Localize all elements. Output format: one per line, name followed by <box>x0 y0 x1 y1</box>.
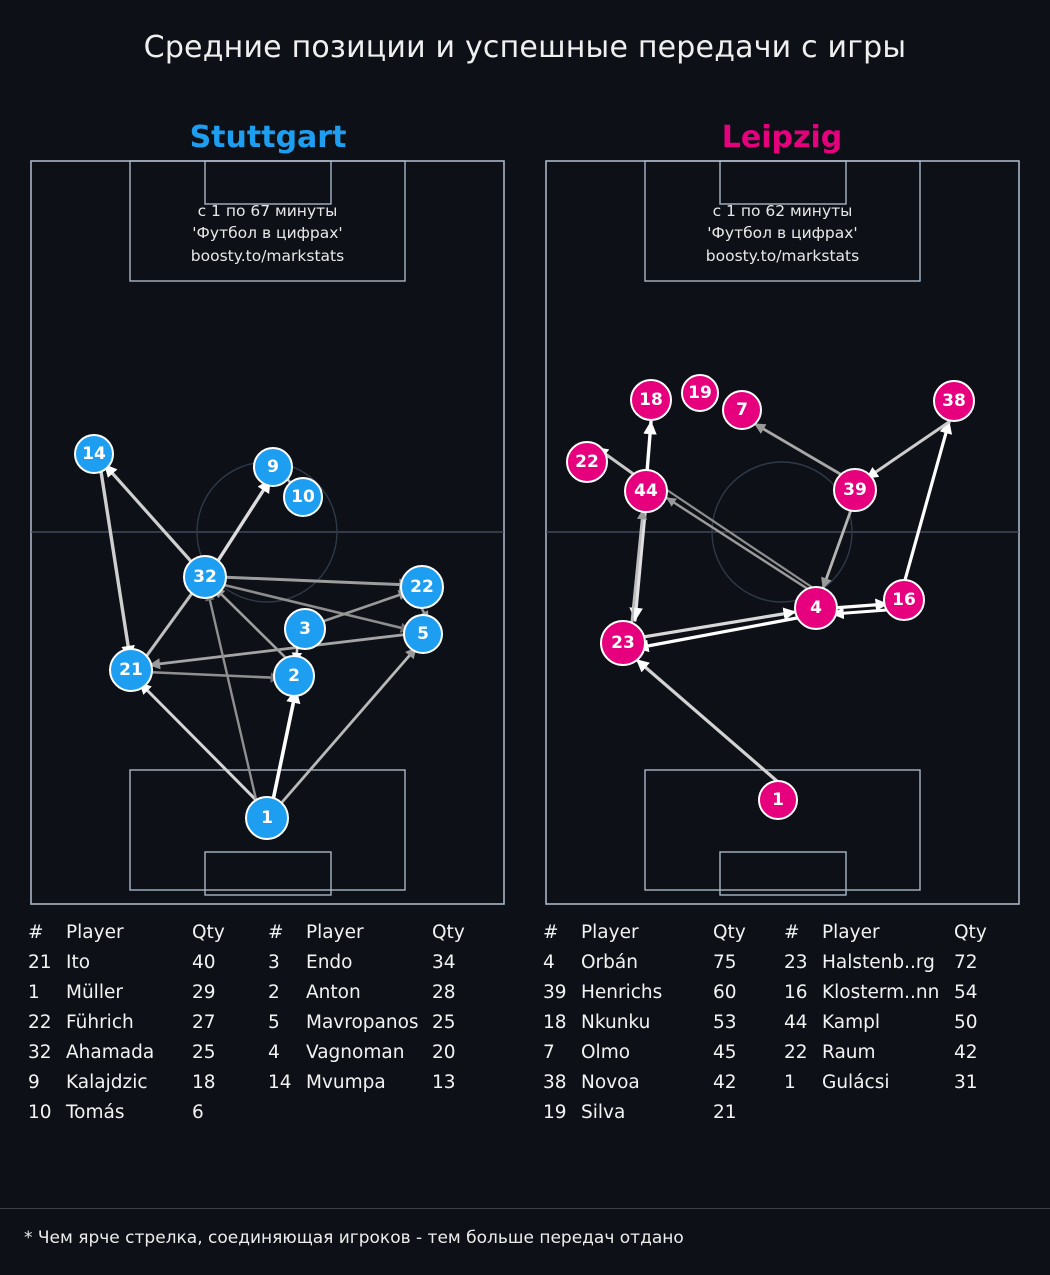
cell-num: 21 <box>28 952 52 973</box>
team-name-home: Stuttgart <box>189 120 347 155</box>
pitch-away-note <box>545 200 1020 267</box>
table-row <box>28 1008 248 1038</box>
cell-num: 9 <box>28 1072 40 1093</box>
cell-qty: 72 <box>954 952 978 973</box>
table-row <box>543 1068 769 1098</box>
header-qty: Qty <box>954 922 987 943</box>
player-node[interactable]: 44 <box>624 469 668 513</box>
cell-qty: 29 <box>192 982 216 1003</box>
player-node[interactable]: 32 <box>183 555 227 599</box>
cell-num: 19 <box>543 1102 567 1123</box>
cell-qty: 75 <box>713 952 737 973</box>
footer-divider <box>0 1208 1050 1209</box>
cell-num: 38 <box>543 1072 567 1093</box>
cell-player: Endo <box>306 952 353 973</box>
cell-qty: 60 <box>713 982 737 1003</box>
cell-player: Kalajdzic <box>66 1072 148 1093</box>
player-node[interactable]: 21 <box>109 648 153 692</box>
player-node[interactable]: 23 <box>600 620 646 666</box>
cell-num: 3 <box>268 952 280 973</box>
cell-player: Raum <box>822 1042 876 1063</box>
table-row <box>784 978 1010 1008</box>
pitch-home-note <box>30 200 505 267</box>
cell-qty: 54 <box>954 982 978 1003</box>
cell-player: Henrichs <box>581 982 663 1003</box>
table-row <box>28 978 248 1008</box>
player-node[interactable]: 19 <box>681 374 719 412</box>
pitch-home-svg <box>30 160 505 905</box>
table-row <box>543 1098 769 1128</box>
table-row <box>784 1068 1010 1098</box>
cell-player: Nkunku <box>581 1012 651 1033</box>
note-line-2: 'Футбол в цифрах' <box>707 224 858 243</box>
cell-qty: 21 <box>713 1102 737 1123</box>
table-row <box>28 1098 248 1128</box>
cell-qty: 25 <box>192 1042 216 1063</box>
cell-qty: 13 <box>432 1072 456 1093</box>
cell-player: Ito <box>66 952 91 973</box>
header-num: # <box>268 922 284 943</box>
cell-num: 2 <box>268 982 280 1003</box>
table-header-row <box>784 918 1010 948</box>
table-row <box>28 1068 248 1098</box>
cell-player: Olmo <box>581 1042 631 1063</box>
cell-num: 16 <box>784 982 808 1003</box>
footnote: * Чем ярче стрелка, соединяющая игроков - тем больше передач отдано <box>24 1228 684 1248</box>
player-node[interactable]: 38 <box>933 380 975 422</box>
cell-player: Vagnoman <box>306 1042 405 1063</box>
cell-num: 1 <box>784 1072 796 1093</box>
table-row <box>543 1038 769 1068</box>
pitch-away <box>545 160 1020 905</box>
table-header-row <box>268 918 488 948</box>
cell-qty: 28 <box>432 982 456 1003</box>
player-node[interactable]: 18 <box>630 379 672 421</box>
cell-num: 7 <box>543 1042 555 1063</box>
player-node[interactable]: 1 <box>245 796 289 840</box>
player-node[interactable]: 4 <box>794 586 838 630</box>
header-player: Player <box>581 922 639 943</box>
table-row <box>543 948 769 978</box>
player-node[interactable]: 16 <box>883 579 925 621</box>
header-num: # <box>28 922 44 943</box>
cell-num: 22 <box>28 1012 52 1033</box>
cell-player: Mvumpa <box>306 1072 386 1093</box>
cell-player: Orbán <box>581 952 638 973</box>
cell-qty: 25 <box>432 1012 456 1033</box>
team-name-away: Leipzig <box>721 120 843 155</box>
cell-num: 32 <box>28 1042 52 1063</box>
player-node[interactable]: 3 <box>284 608 326 650</box>
table-row <box>268 978 488 1008</box>
note-line-3: boosty.to/markstats <box>190 246 345 265</box>
cell-player: Tomás <box>66 1102 125 1123</box>
header-player: Player <box>822 922 880 943</box>
header-qty: Qty <box>713 922 746 943</box>
header-qty: Qty <box>432 922 465 943</box>
player-node[interactable]: 10 <box>283 477 323 517</box>
cell-qty: 6 <box>192 1102 204 1123</box>
header-player: Player <box>66 922 124 943</box>
cell-num: 1 <box>28 982 40 1003</box>
table-row <box>543 1008 769 1038</box>
cell-qty: 45 <box>713 1042 737 1063</box>
cell-qty: 53 <box>713 1012 737 1033</box>
table-row <box>784 948 1010 978</box>
table-stuttgart-1 <box>28 918 248 1128</box>
cell-num: 22 <box>784 1042 808 1063</box>
cell-qty: 42 <box>954 1042 978 1063</box>
table-leipzig-1 <box>543 918 769 1128</box>
cell-player: Klosterm..nn <box>822 982 940 1003</box>
cell-player: Novoa <box>581 1072 640 1093</box>
cell-num: 39 <box>543 982 567 1003</box>
cell-num: 5 <box>268 1012 280 1033</box>
note-line-1: с 1 по 67 минуты <box>197 202 338 220</box>
cell-player: Führich <box>66 1012 134 1033</box>
cell-qty: 18 <box>192 1072 216 1093</box>
player-node[interactable]: 5 <box>403 614 443 654</box>
cell-player: Silva <box>581 1102 626 1123</box>
cell-player: Gulácsi <box>822 1072 890 1093</box>
cell-qty: 20 <box>432 1042 456 1063</box>
player-node[interactable]: 22 <box>566 441 608 483</box>
table-row <box>268 1008 488 1038</box>
cell-qty: 42 <box>713 1072 737 1093</box>
cell-player: Halstenb..rg <box>822 952 935 973</box>
cell-qty: 50 <box>954 1012 978 1033</box>
table-row <box>543 978 769 1008</box>
cell-num: 18 <box>543 1012 567 1033</box>
note-line-1: с 1 по 62 минуты <box>712 202 853 220</box>
table-header-row <box>543 918 769 948</box>
table-header-row <box>28 918 248 948</box>
player-node[interactable]: 39 <box>833 468 877 512</box>
note-line-2: 'Футбол в цифрах' <box>192 224 343 243</box>
header-qty: Qty <box>192 922 225 943</box>
header-player: Player <box>306 922 364 943</box>
table-stuttgart-2 <box>268 918 488 1098</box>
cell-num: 4 <box>543 952 555 973</box>
table-row <box>784 1008 1010 1038</box>
player-node[interactable]: 7 <box>722 390 762 430</box>
cell-player: Mavropanos <box>306 1012 419 1033</box>
table-row <box>268 1068 488 1098</box>
header-num: # <box>543 922 559 943</box>
note-line-3: boosty.to/markstats <box>705 246 860 265</box>
stats-tables <box>0 918 1050 1198</box>
cell-qty: 34 <box>432 952 456 973</box>
cell-qty: 27 <box>192 1012 216 1033</box>
cell-qty: 40 <box>192 952 216 973</box>
pitch-home <box>30 160 505 905</box>
cell-player: Müller <box>66 982 123 1003</box>
cell-player: Anton <box>306 982 361 1003</box>
table-row <box>268 1038 488 1068</box>
cell-num: 4 <box>268 1042 280 1063</box>
table-leipzig-2 <box>784 918 1010 1098</box>
cell-qty: 31 <box>954 1072 978 1093</box>
table-row <box>784 1038 1010 1068</box>
player-node[interactable]: 9 <box>253 447 293 487</box>
cell-player: Kampl <box>822 1012 881 1033</box>
table-row <box>268 948 488 978</box>
player-node[interactable]: 2 <box>273 655 315 697</box>
header-num: # <box>784 922 800 943</box>
player-node[interactable]: 14 <box>74 434 114 474</box>
table-row <box>28 948 248 978</box>
player-node[interactable]: 1 <box>758 780 798 820</box>
cell-num: 23 <box>784 952 808 973</box>
player-node[interactable]: 22 <box>400 565 444 609</box>
table-row <box>28 1038 248 1068</box>
cell-player: Ahamada <box>66 1042 155 1063</box>
cell-num: 10 <box>28 1102 52 1123</box>
page-title: Средние позиции и успешные передачи с игры <box>143 30 907 65</box>
cell-num: 44 <box>784 1012 808 1033</box>
cell-num: 14 <box>268 1072 292 1093</box>
